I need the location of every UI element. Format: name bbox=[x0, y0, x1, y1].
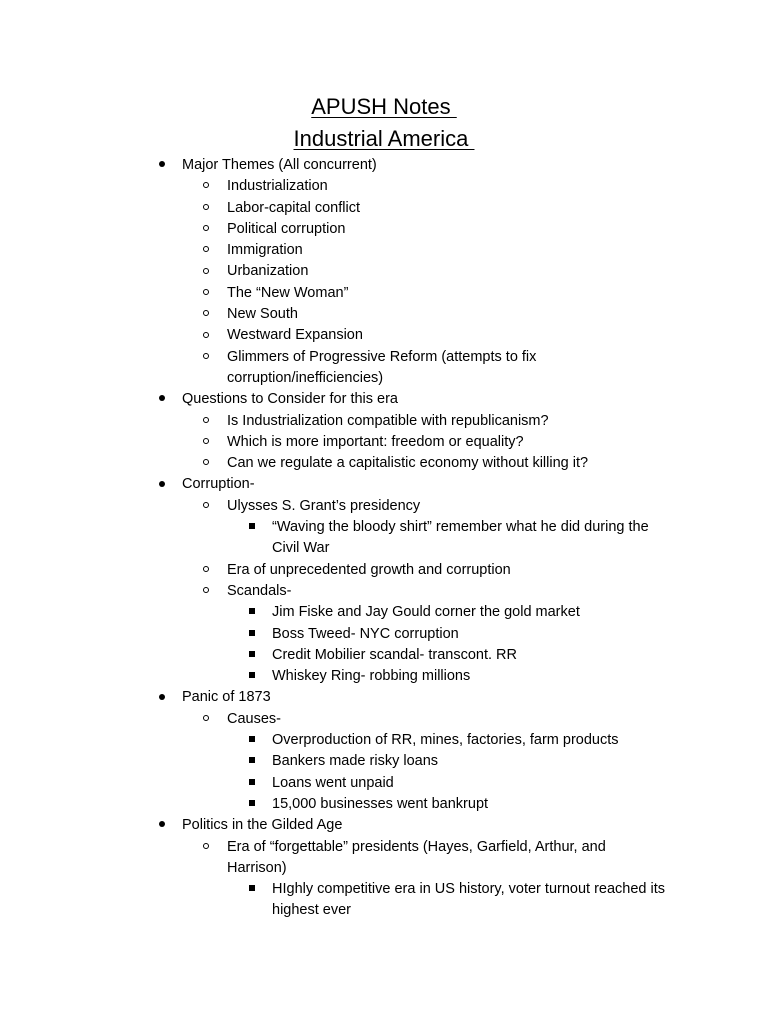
outline-subtopic bbox=[0, 198, 768, 219]
outline-subtopic bbox=[0, 347, 768, 368]
outline-detail bbox=[0, 666, 768, 687]
outline-subtopic bbox=[0, 453, 768, 474]
outline-text: Politics in the Gilded Age bbox=[182, 817, 343, 834]
outline-subtopic bbox=[0, 709, 768, 730]
outline-topic bbox=[0, 687, 768, 708]
bullet-marker bbox=[246, 666, 258, 687]
hollow-circle-bullet-icon bbox=[203, 502, 209, 508]
bullet-marker bbox=[156, 155, 168, 176]
bullet-marker bbox=[246, 879, 258, 900]
outline-subtopic-continued bbox=[0, 858, 768, 879]
hollow-circle-bullet-icon bbox=[203, 182, 209, 188]
outline-text: Westward Expansion bbox=[227, 327, 363, 344]
filled-circle-bullet-icon bbox=[159, 694, 165, 700]
outline-text: Panic of 1873 bbox=[182, 689, 271, 706]
outline-subtopic bbox=[0, 240, 768, 261]
outline-text: Questions to Consider for this era bbox=[182, 391, 398, 408]
hollow-circle-bullet-icon bbox=[203, 268, 209, 274]
outline-text: Jim Fiske and Jay Gould corner the gold market bbox=[272, 604, 580, 621]
document-title: APUSH Notes bbox=[311, 94, 457, 119]
outline-text: Urbanization bbox=[227, 263, 309, 280]
outline-text: 15,000 businesses went bankrupt bbox=[272, 795, 489, 812]
outline-subtopic bbox=[0, 496, 768, 517]
outline-text: corruption/inefficiencies) bbox=[227, 369, 384, 386]
outline-topic bbox=[0, 474, 768, 495]
outline-text: Civil War bbox=[272, 540, 330, 557]
bullet-marker bbox=[246, 645, 258, 666]
outline-text: Whiskey Ring- robbing millions bbox=[272, 668, 471, 685]
outline-text: The “New Woman” bbox=[227, 284, 349, 301]
filled-circle-bullet-icon bbox=[159, 481, 165, 487]
outline-text: Industrialization bbox=[227, 178, 328, 195]
outline-subtopic bbox=[0, 411, 768, 432]
bullet-marker bbox=[200, 453, 212, 474]
outline-subtopic bbox=[0, 432, 768, 453]
outline-subtopic bbox=[0, 837, 768, 858]
outline-detail bbox=[0, 730, 768, 751]
notes-outline bbox=[0, 155, 768, 922]
hollow-circle-bullet-icon bbox=[203, 310, 209, 316]
outline-text: Glimmers of Progressive Reform (attempts to fix bbox=[227, 348, 537, 365]
outline-text: Can we regulate a capitalistic economy without killing it? bbox=[227, 455, 589, 472]
document-subtitle: Industrial America bbox=[293, 126, 475, 151]
bullet-marker bbox=[200, 261, 212, 282]
filled-square-bullet-icon bbox=[249, 523, 255, 529]
outline-detail bbox=[0, 624, 768, 645]
filled-square-bullet-icon bbox=[249, 672, 255, 678]
hollow-circle-bullet-icon bbox=[203, 246, 209, 252]
bullet-marker bbox=[246, 794, 258, 815]
outline-subtopic bbox=[0, 176, 768, 197]
outline-text: Major Themes (All concurrent) bbox=[182, 157, 377, 173]
hollow-circle-bullet-icon bbox=[203, 225, 209, 231]
outline-text: Bankers made risky loans bbox=[272, 753, 439, 770]
outline-subtopic bbox=[0, 261, 768, 282]
outline-subtopic bbox=[0, 304, 768, 325]
bullet-marker bbox=[200, 240, 212, 261]
hollow-circle-bullet-icon bbox=[203, 417, 209, 423]
filled-square-bullet-icon bbox=[249, 630, 255, 636]
outline-text: HIghly competitive era in US history, voter turnout reached its bbox=[272, 881, 666, 898]
filled-circle-bullet-icon bbox=[159, 821, 165, 827]
outline-text: Overproduction of RR, mines, factories, farm products bbox=[272, 732, 619, 749]
outline-topic bbox=[0, 389, 768, 410]
outline-text: Loans went unpaid bbox=[272, 774, 394, 791]
outline-subtopic bbox=[0, 283, 768, 304]
outline-text: Era of “forgettable” presidents (Hayes, Garfield, Arthur, and bbox=[227, 838, 606, 855]
hollow-circle-bullet-icon bbox=[203, 204, 209, 210]
filled-circle-bullet-icon bbox=[159, 161, 165, 167]
hollow-circle-bullet-icon bbox=[203, 289, 209, 295]
outline-subtopic bbox=[0, 581, 768, 602]
bullet-marker bbox=[200, 325, 212, 346]
outline-detail bbox=[0, 645, 768, 666]
bullet-marker bbox=[200, 198, 212, 219]
outline-text: Political corruption bbox=[227, 220, 346, 237]
outline-text: Corruption- bbox=[182, 476, 255, 493]
bullet-marker bbox=[200, 432, 212, 453]
hollow-circle-bullet-icon bbox=[203, 438, 209, 444]
bullet-marker bbox=[200, 560, 212, 581]
outline-text: Credit Mobilier scandal- transcont. RR bbox=[272, 646, 517, 663]
outline-detail-continued bbox=[0, 538, 768, 559]
outline-detail bbox=[0, 879, 768, 900]
filled-circle-bullet-icon bbox=[159, 395, 165, 401]
outline-text: Causes- bbox=[227, 710, 281, 727]
outline-text: “Waving the bloody shirt” remember what he did during the bbox=[272, 519, 649, 536]
bullet-marker bbox=[200, 709, 212, 730]
filled-square-bullet-icon bbox=[249, 608, 255, 614]
bullet-marker bbox=[200, 837, 212, 858]
hollow-circle-bullet-icon bbox=[203, 843, 209, 849]
hollow-circle-bullet-icon bbox=[203, 459, 209, 465]
hollow-circle-bullet-icon bbox=[203, 566, 209, 572]
outline-detail bbox=[0, 602, 768, 623]
bullet-marker bbox=[200, 176, 212, 197]
hollow-circle-bullet-icon bbox=[203, 715, 209, 721]
outline-detail bbox=[0, 751, 768, 772]
outline-subtopic bbox=[0, 560, 768, 581]
hollow-circle-bullet-icon bbox=[203, 332, 209, 338]
filled-square-bullet-icon bbox=[249, 885, 255, 891]
outline-topic bbox=[0, 155, 768, 176]
outline-detail bbox=[0, 773, 768, 794]
bullet-marker bbox=[200, 347, 212, 368]
bullet-marker bbox=[200, 496, 212, 517]
bullet-marker bbox=[200, 283, 212, 304]
bullet-marker bbox=[200, 304, 212, 325]
bullet-marker bbox=[246, 517, 258, 538]
outline-topic bbox=[0, 815, 768, 836]
outline-detail bbox=[0, 517, 768, 538]
bullet-marker bbox=[246, 751, 258, 772]
bullet-marker bbox=[200, 219, 212, 240]
bullet-marker bbox=[246, 730, 258, 751]
outline-text: highest ever bbox=[272, 902, 351, 919]
outline-text: Harrison) bbox=[227, 859, 287, 876]
filled-square-bullet-icon bbox=[249, 779, 255, 785]
bullet-marker bbox=[156, 474, 168, 495]
bullet-marker bbox=[156, 687, 168, 708]
outline-text: Immigration bbox=[227, 242, 303, 259]
outline-text: Ulysses S. Grant’s presidency bbox=[227, 497, 421, 514]
outline-subtopic bbox=[0, 325, 768, 346]
filled-square-bullet-icon bbox=[249, 757, 255, 763]
outline-text: Boss Tweed- NYC corruption bbox=[272, 625, 459, 642]
hollow-circle-bullet-icon bbox=[203, 353, 209, 359]
outline-text: Which is more important: freedom or equality? bbox=[227, 433, 524, 450]
hollow-circle-bullet-icon bbox=[203, 587, 209, 593]
filled-square-bullet-icon bbox=[249, 651, 255, 657]
bullet-marker bbox=[200, 581, 212, 602]
outline-text: Era of unprecedented growth and corruption bbox=[227, 561, 511, 578]
outline-text: New South bbox=[227, 306, 298, 323]
bullet-marker bbox=[156, 815, 168, 836]
outline-subtopic-continued bbox=[0, 368, 768, 389]
outline-text: Scandals- bbox=[227, 582, 292, 599]
outline-subtopic bbox=[0, 219, 768, 240]
bullet-marker bbox=[156, 389, 168, 410]
filled-square-bullet-icon bbox=[249, 800, 255, 806]
outline-detail-continued bbox=[0, 900, 768, 921]
bullet-marker bbox=[200, 411, 212, 432]
outline-detail bbox=[0, 794, 768, 815]
bullet-marker bbox=[246, 624, 258, 645]
filled-square-bullet-icon bbox=[249, 736, 255, 742]
bullet-marker bbox=[246, 773, 258, 794]
outline-text: Labor-capital conflict bbox=[227, 199, 360, 216]
bullet-marker bbox=[246, 602, 258, 623]
outline-text: Is Industrialization compatible with republicanism? bbox=[227, 412, 549, 429]
